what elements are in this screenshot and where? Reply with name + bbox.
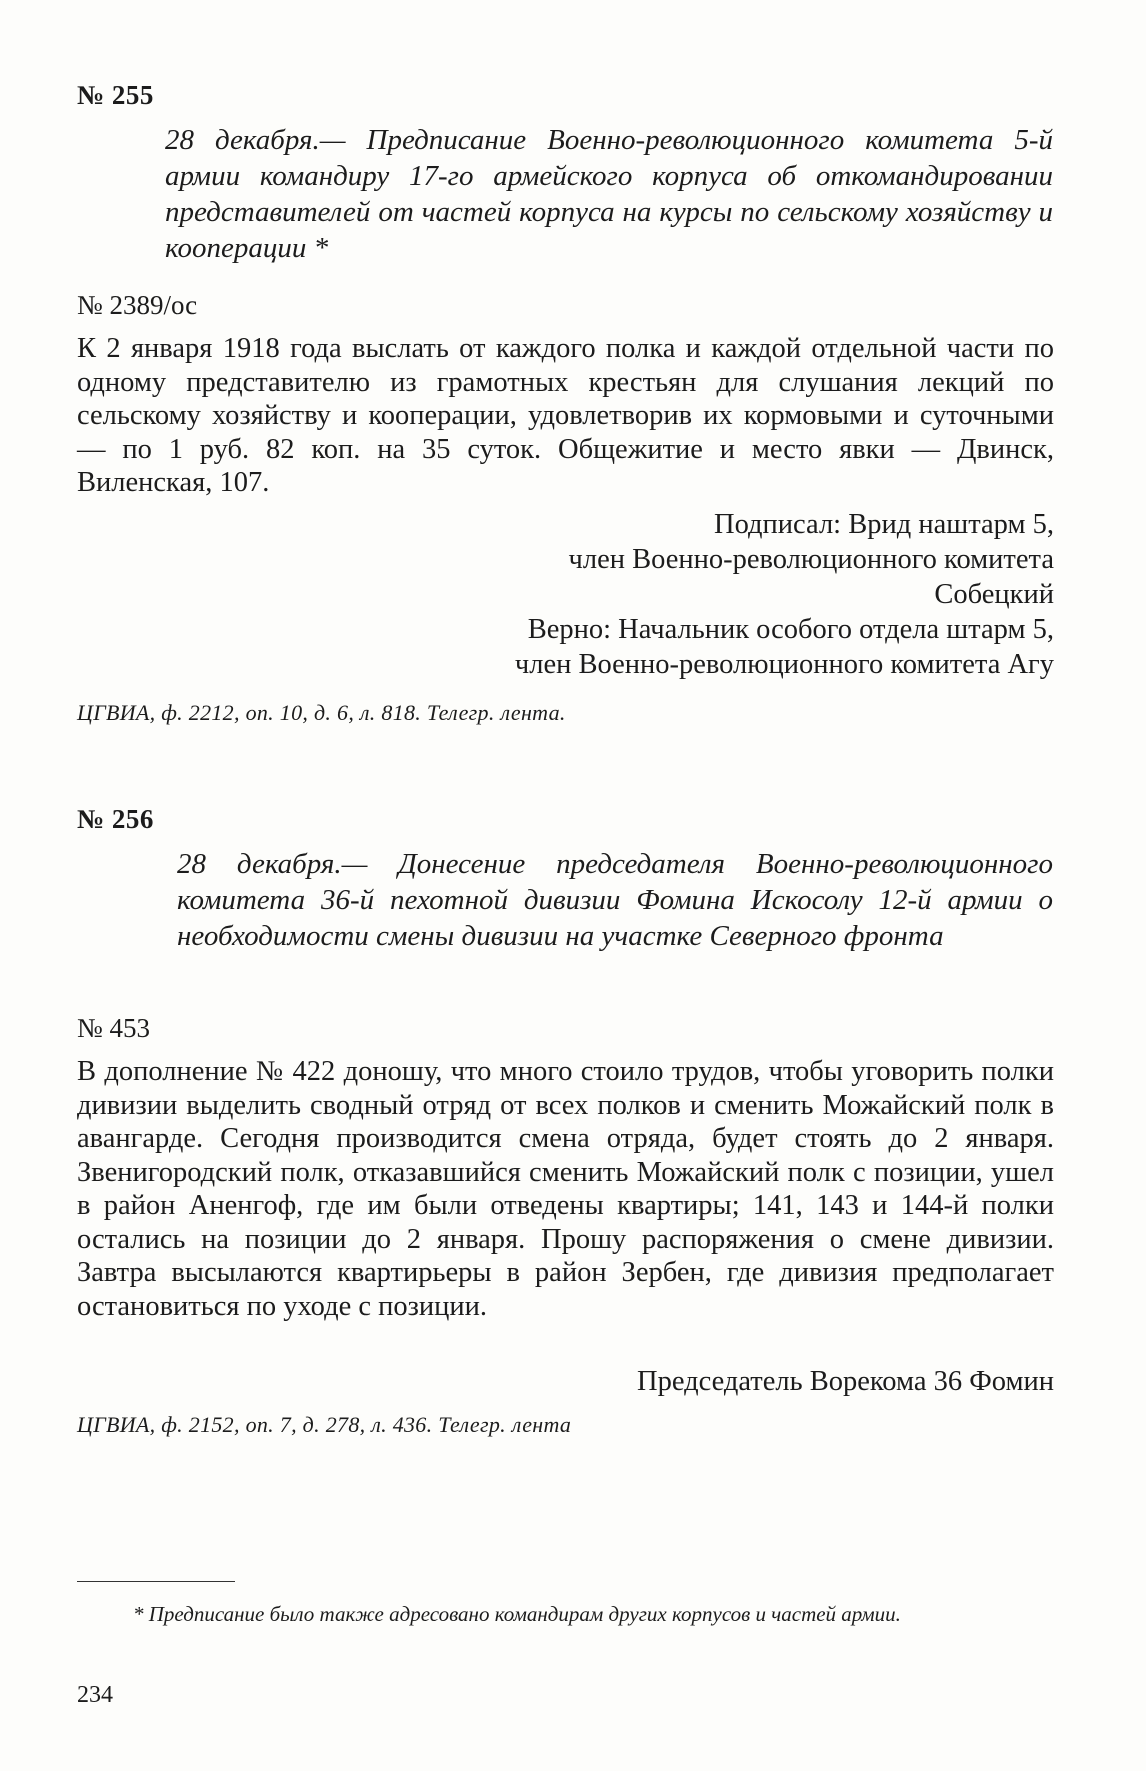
- document-heading-256: 28 декабря.— Донесение председателя Военно-революционного комитета 36-й пехотной дивизии Фомина Искосолу 12-й армии о необходимости смены дивизии на участке Северного фронта: [177, 848, 1053, 952]
- document-heading-255: 28 декабря.— Предписание Военно-революционного комитета 5-й армии командиру 17-го армейского корпуса об откомандировании представителей от частей корпуса на курсы по сельскому хозяйству и кооперации *: [165, 124, 1053, 264]
- document-body-255: К 2 января 1918 года выслать от каждого полка и каждой отдельной части по одному представителю из грамотных крестьян для слушания лекций по сельскому хозяйству и кооперации, удовлетворив их кормовыми и суточными — по 1 руб. 82 коп. на 35 суток. Общежитие и место явки — Двинск, Виленская, 107.: [77, 333, 1054, 498]
- page-number: 234: [77, 1682, 113, 1708]
- signature-line: Подписал: Врид наштарм 5,: [714, 509, 1054, 540]
- signature-line: Верно: Начальник особого отдела штарм 5,: [527, 614, 1054, 645]
- signature-line: Собецкий: [934, 579, 1054, 610]
- document-body-256: В дополнение № 422 доношу, что много стоило трудов, чтобы уговорить полки дивизии выделить сводный отряд от всех полков и сменить Можайский полк в авангарде. Сегодня производится смена отряда, будет стоять до 2 января. Звенигородский полк, отказавшийся сменить Можайский полк с позиции, ушел в район Аненгоф, где им были отведены квартиры; 141, 143 и 144-й полки остались на позиции до 2 января. Прошу распоряжения о смене дивизии. Завтра высылаются квартирьеры в район Зербен, где дивизия предполагает остановиться по уходе с позиции.: [77, 1056, 1054, 1322]
- document-number-255: № 255: [77, 80, 154, 110]
- archive-reference-255: ЦГВИА, ф. 2212, оп. 10, д. 6, л. 818. Телегр. лента.: [77, 700, 566, 725]
- signature-line: член Военно-революционного комитета Агу: [514, 649, 1054, 680]
- outgoing-ref-255: № 2389/ос: [77, 290, 198, 320]
- footnote: * Предписание было также адресовано командирам других корпусов и частей армии.: [133, 1602, 901, 1626]
- document-number-256: № 256: [77, 804, 154, 834]
- signature-256: Председатель Ворекома 36 Фомин: [636, 1366, 1054, 1397]
- outgoing-ref-256: № 453: [77, 1013, 151, 1043]
- archive-reference-256: ЦГВИА, ф. 2152, оп. 7, д. 278, л. 436. Телегр. лента: [77, 1412, 572, 1437]
- signature-block-255: [300, 507, 1054, 682]
- signature-line: член Военно-революционного комитета: [568, 544, 1054, 575]
- footnote-divider: [77, 1581, 235, 1582]
